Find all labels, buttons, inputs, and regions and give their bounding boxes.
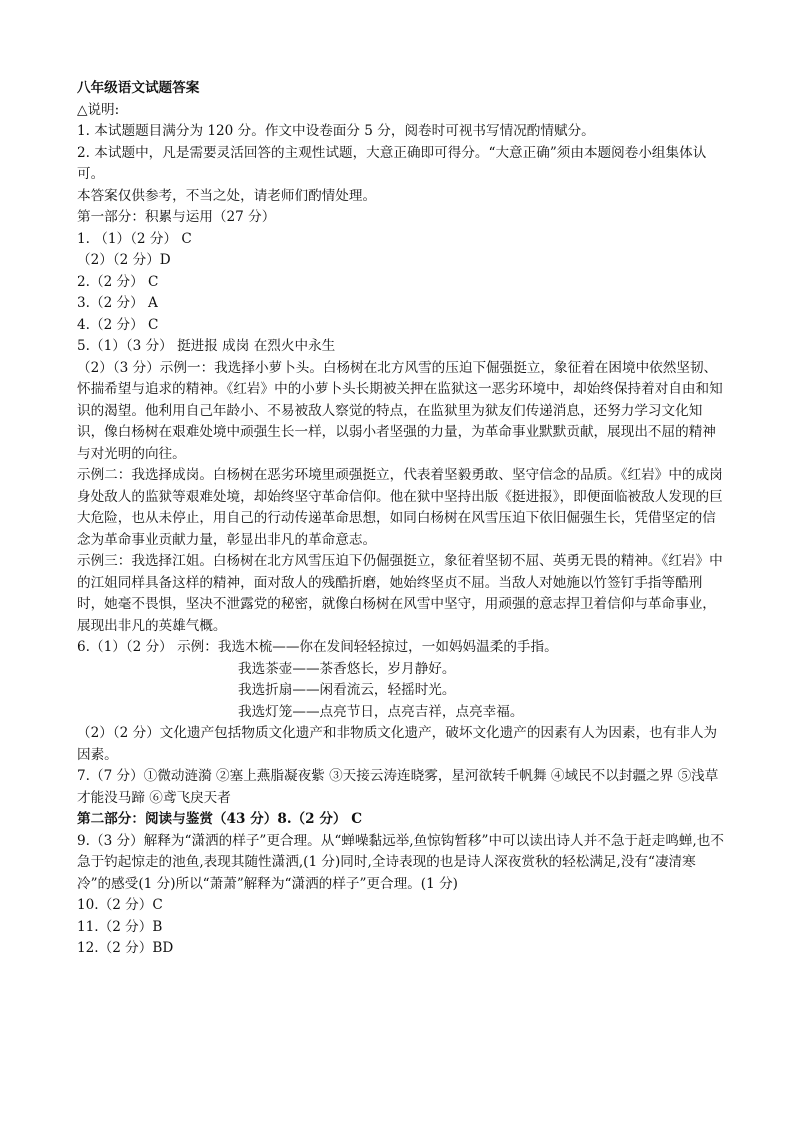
part2-heading: 第二部分：阅读与鉴赏（43 分）8.（2 分） C xyxy=(77,811,363,827)
answer-q3: 3.（2 分） A xyxy=(77,295,158,311)
answer-q9: 9.（3 分）解释为“潇洒的样子”更合理。从“蝉噪黏远举,鱼惊钩暂移”中可以读出诗人并不急于赶走鸣蝉,也不急于钓起惊走的池鱼,表现其随性潇洒,(1 分)同时,全诗表现的也是诗人深夜赏秋的轻松满足,没有“凄清寒冷”的感受(1 分)所以“萧萧”解释为“潇洒的样子”更合理。(1 分) xyxy=(77,832,724,892)
answer-q5-2: （2）（3 分）示例一：我选择小萝卜头。白杨树在北方风雪的压迫下倔强挺立，象征着在困境中依然坚韧、怀揣希望与追求的精神。《红岩》中的小萝卜头长期被关押在监狱这一恶劣环境中，却始终保持着对自由和知识的渴望。他利用自己年龄小、不易被敌人察觉的特点，在监狱里为狱友们传递消息，还努力学习文化知识，像白杨树在艰难处境中顽强生长一样，以弱小者坚强的力量，为革命事业默默贡献，展现出不屈的精神与对光明的向往。 xyxy=(77,359,723,462)
answer-q7: 7.（7 分）①微动涟漪 ②塞上燕脂凝夜紫 ③天接云涛连晓雾，星河欲转千帆舞 ④域民不以封疆之界 ⑤浅草才能没马蹄 ⑥鸢飞戾天者 xyxy=(77,768,719,806)
page-title: 八年级语文试题答案 xyxy=(77,80,200,96)
answer-q5-example-3: 示例三：我选择江姐。白杨树在北方风雪压迫下仍倔强挺立，象征着坚韧不屈、英勇无畏的精神。《红岩》中的江姐同样具备这样的精神，面对敌人的残酷折磨，她始终坚贞不屈。当敌人对她施以竹签钉手指等酷刑时，她毫不畏惧，坚决不泄露党的秘密，就像白杨树在风雪中坚守，用顽强的意志捍卫着信仰与革命事业，展现出非凡的英雄气概。 xyxy=(77,553,723,634)
answer-q2: 2.（2 分） C xyxy=(77,273,159,290)
answer-q1-1: 1. （1）（2 分） C xyxy=(77,230,192,247)
answer-q6-line-2: 我选茶壶——茶香悠长，岁月静好。 xyxy=(238,660,456,677)
answer-q5-1: 5.（1）（3 分） 挺进报 成岗 在烈火中永生 xyxy=(77,338,336,354)
answer-q6-2: （2）（2 分）文化遗产包括物质文化遗产和非物质文化遗产，破坏文化遗产的因素有人为因素，也有非人为因素。 xyxy=(77,725,718,763)
note-3: 本答案仅供参考，不当之处，请老师们酌情处理。 xyxy=(77,187,377,204)
note-2: 2. 本试题中，凡是需要灵活回答的主观性试题，大意正确即可得分。“大意正确”须由本题阅卷小组集体认可。 xyxy=(77,144,707,182)
part1-heading: 第一部分：积累与运用（27 分） xyxy=(77,209,276,225)
answer-q6-1: 6.（1）（2 分） 示例：我选木梳——你在发间轻轻掠过，一如妈妈温柔的手指。 xyxy=(77,639,558,655)
answer-q11: 11.（2 分）B xyxy=(77,918,163,935)
answer-key-body xyxy=(77,78,727,960)
answer-q12: 12.（2 分）BD xyxy=(77,940,174,956)
answer-q6-line-3: 我选折扇——闲看流云，轻摇时光。 xyxy=(238,682,456,698)
answer-q4: 4.（2 分） C xyxy=(77,316,159,333)
answer-q5-example-2: 示例二：我选择成岗。白杨树在恶劣环境里顽强挺立，代表着坚毅勇敢、坚守信念的品质。《红岩》中的成岗身处敌人的监狱等艰难处境，却始终坚守革命信仰。他在狱中坚持出版《挺进报》，即便面临被敌人发现的巨大危险，也从未停止，用自己的行动传递革命思想，如同白杨树在风雪压迫下依旧倔强生长，凭借坚定的信念为革命事业贡献力量，彰显出非凡的革命意志。 xyxy=(77,467,723,548)
notes-header: △说明: xyxy=(77,101,120,118)
answer-q1-2: （2）（2 分）D xyxy=(77,252,171,268)
note-1: 1. 本试题题目满分为 120 分。作文中设卷面分 5 分，阅卷时可视书写情况酌情赋分。 xyxy=(77,123,595,139)
answer-q10: 10.（2 分）C xyxy=(77,897,163,913)
answer-q6-line-4: 我选灯笼——点亮节日，点亮吉祥，点亮幸福。 xyxy=(238,703,524,720)
